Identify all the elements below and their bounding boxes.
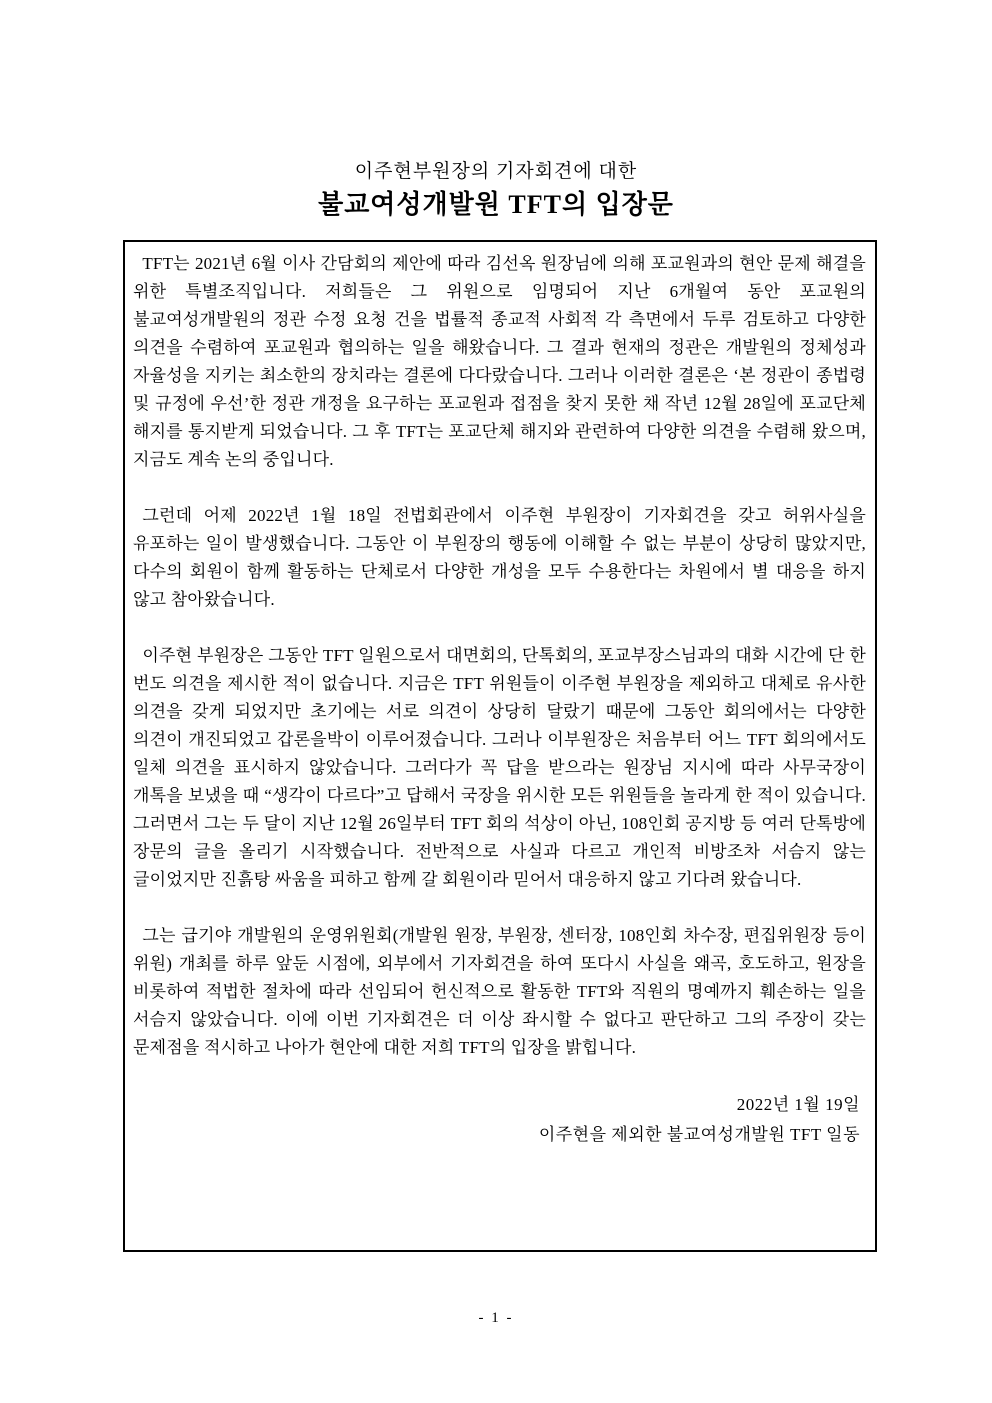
statement-signature: 이주현을 제외한 불교여성개발원 TFT 일동 (538, 1125, 860, 1144)
document-subtitle: 이주현부원장의 기자회견에 대한 (354, 161, 638, 182)
statement-paragraph: TFT는 2021년 6월 이사 간담회의 제안에 따라 김선옥 원장님에 의해 포교원과의 현안 문제 해결을 위한 특별조직입니다. 저희들은 그 위원으로 임명되어 지난 6개월여 동안 포교원의 불교여성개발원의 정관 수정 요청 건을 법률적 종교적 사회적 각 측면에서 두루 검토하고 다양한 의견을 수렴하여 포교원과 협의하는 일을 해왔습니다. 그 결과 현재의 정관은 개발원의 정체성과 자율성을 지키는 최소한의 장치라는 결론에 다다랐습니다. 그러나 이러한 결론은 ‘본 정관이 종법령 및 규정에 우선’한 정관 개정을 요구하는 포교원과 접점을 찾지 못한 채 작년 12월 28일에 포교단체 해지를 통지받게 되었습니다. 그 후 TFT는 포교단체 해지와 관련하여 다양한 의견을 수렴해 왔으며, 지금도 계속 논의 중입니다. (133, 254, 866, 469)
statement-signoff (133, 1090, 866, 1150)
statement-box (123, 240, 877, 1252)
statement-date: 2022년 1월 19일 (736, 1095, 860, 1114)
page-number: - 1 - (478, 1310, 514, 1326)
document-title: 불교여성개발원 TFT의 입장문 (318, 190, 674, 219)
statement-paragraph: 이주현 부원장은 그동안 TFT 일원으로서 대면회의, 단톡회의, 포교부장스님과의 대화 시간에 단 한 번도 의견을 제시한 적이 없습니다. 지금은 TFT 위원들이 이주현 부원장을 제외하고 대체로 유사한 의견을 갖게 되었지만 초기에는 서로 의견이 상당히 달랐기 때문에 그동안 회의에서는 다양한 의견이 개진되었고 갑론을박이 이루어졌습니다. 그러나 이부원장은 처음부터 어느 TFT 회의에서도 일체 의견을 표시하지 않았습니다. 그러다가 꼭 답을 받으라는 원장님 지시에 따라 사무국장이 개톡을 보냈을 때 “생각이 다르다”고 답해서 국장을 위시한 모든 위원들을 놀라게 한 적이 있습니다. 그러면서 그는 두 달이 지난 12월 26일부터 TFT 회의 석상이 아닌, 108인회 공지방 등 여러 단톡방에 장문의 글을 올리기 시작했습니다. 전반적으로 사실과 다르고 개인적 비방조차 서슴지 않는 글이었지만 진흙탕 싸움을 피하고 함께 갈 회원이라 믿어서 대응하지 않고 기다려 왔습니다. (133, 646, 866, 889)
statement-paragraph: 그런데 어제 2022년 1월 18일 전법회관에서 이주현 부원장이 기자회견을 갖고 허위사실을 유포하는 일이 발생했습니다. 그동안 이 부원장의 행동에 이해할 수 없는 부분이 상당히 많았지만, 다수의 회원이 함께 활동하는 단체로서 다양한 개성을 모두 수용한다는 차원에서 별 대응을 하지 않고 참아왔습니다. (133, 506, 866, 609)
statement-paragraph: 그는 급기야 개발원의 운영위원회(개발원 원장, 부원장, 센터장, 108인회 차수장, 편집위원장 등이 위원) 개최를 하루 앞둔 시점에, 외부에서 기자회견을 하여 또다시 사실을 왜곡, 호도하고, 원장을 비롯하여 적법한 절차에 따라 선임되어 헌신적으로 활동한 TFT와 직원의 명예까지 훼손하는 일을 서슴지 않았습니다. 이에 이번 기자회견은 더 이상 좌시할 수 없다고 판단하고 그의 주장이 갖는 문제점을 적시하고 나아가 현안에 대한 저희 TFT의 입장을 밝힙니다. (133, 926, 866, 1057)
